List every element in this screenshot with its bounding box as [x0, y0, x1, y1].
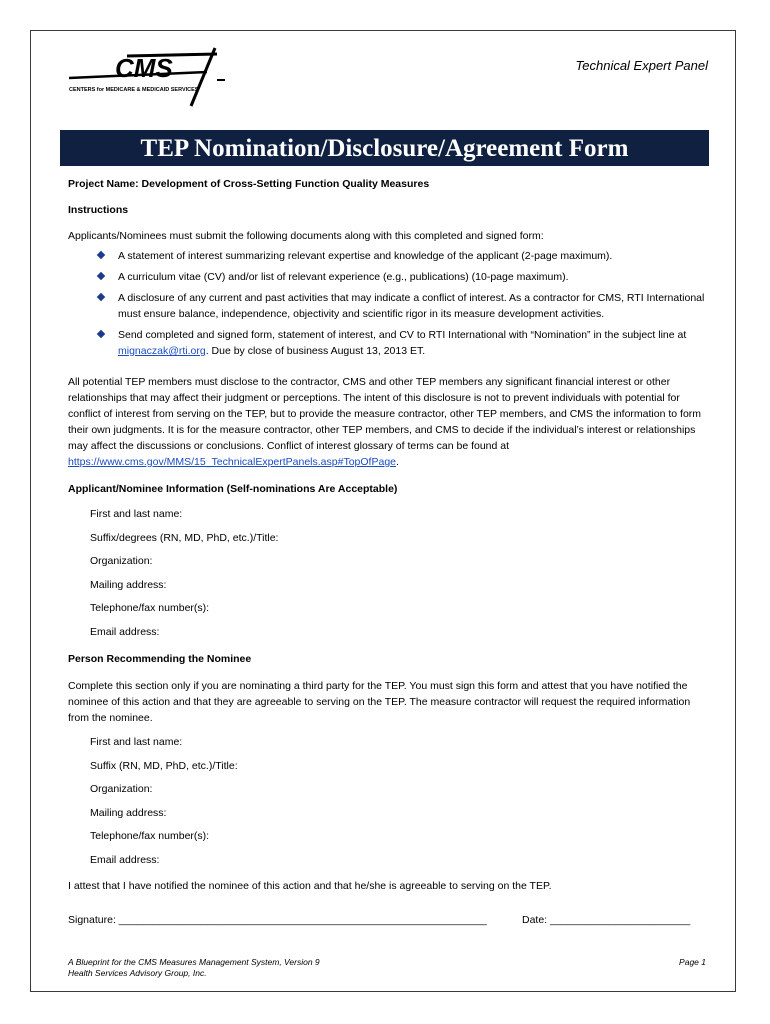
applicant-address-field[interactable]: Mailing address: [90, 579, 167, 591]
applicant-phone-field[interactable]: Telephone/fax number(s): [90, 602, 210, 614]
form-title: TEP Nomination/Disclosure/Agreement Form [60, 130, 709, 166]
list-item: Send completed and signed form, statement of interest, and CV to RTI International with “Nomination” in the subject line at mignaczak@rti.org. Due by close of business August 13, 2013 ET. [68, 327, 708, 359]
footer-line: Health Services Advisory Group, Inc. [68, 968, 207, 978]
bullet-icon [97, 251, 105, 259]
recommender-heading: Person Recommending the Nominee [68, 653, 252, 665]
instructions-list [68, 228, 708, 364]
signature-field[interactable]: Signature: _______________________________________________________________ [68, 914, 487, 926]
list-item: A curriculum vitae (CV) and/or list of relevant experience (e.g., publications) (10-page maximum). [68, 269, 708, 285]
recommender-organization-field[interactable]: Organization: [90, 783, 153, 795]
recommender-address-field[interactable]: Mailing address: [90, 807, 167, 819]
recommender-email-field[interactable]: Email address: [90, 854, 160, 866]
glossary-link[interactable]: https://www.cms.gov/MMS/15_TechnicalExpertPanels.asp#TopOfPage [68, 456, 396, 468]
bullet-icon [97, 272, 105, 280]
email-link[interactable]: mignaczak@rti.org [118, 345, 206, 357]
applicant-organization-field[interactable]: Organization: [90, 555, 153, 567]
recommender-suffix-field[interactable]: Suffix (RN, MD, PhD, etc.)/Title: [90, 760, 238, 772]
project-name: Project Name: Development of Cross-Setting Function Quality Measures [68, 178, 430, 190]
instructions-lead: Applicants/Nominees must submit the following documents along with this completed and signed form: [68, 230, 544, 242]
logo-sub-text: CENTERS for MEDICARE & MEDICAID SERVICES [69, 87, 199, 93]
bullet-icon [97, 293, 105, 301]
footer-line: A Blueprint for the CMS Measures Management System, Version 9 [68, 957, 320, 967]
cms-logo [67, 46, 227, 108]
bullet-icon [97, 330, 105, 338]
applicant-suffix-field[interactable]: Suffix/degrees (RN, MD, PhD, etc.)/Title: [90, 532, 279, 544]
page-number: Page 1 [679, 957, 706, 967]
recommender-phone-field[interactable]: Telephone/fax number(s): [90, 830, 210, 842]
attestation-text: I attest that I have notified the nominee of this action and that he/she is agreeable to serving on the TEP. [68, 880, 552, 892]
recommender-paragraph: Complete this section only if you are nominating a third party for the TEP. You must sign this form and attest that you have notified the nominee of this action and that they are agreeable to serving on the TEP. The measure contractor will request the required information from the nominee. [68, 680, 691, 724]
instructions-heading: Instructions [68, 204, 129, 216]
recommender-name-field[interactable]: First and last name: [90, 736, 183, 748]
applicant-name-field[interactable]: First and last name: [90, 508, 183, 520]
date-field[interactable]: Date: ________________________ [522, 914, 691, 926]
footer [68, 957, 320, 979]
list-item: A statement of interest summarizing relevant expertise and knowledge of the applicant (2-page maximum). [68, 248, 708, 264]
logo-main-text: CMS [115, 53, 173, 83]
header-label: Technical Expert Panel [575, 58, 708, 73]
applicant-heading: Applicant/Nominee Information (Self-nominations Are Acceptable) [68, 483, 398, 495]
disclosure-paragraph: All potential TEP members must disclose to the contractor, CMS and other TEP members any significant financial interest or other relationships that may affect their judgment or perceptions. The intent of this disclosure is not to prevent individuals with potential for conflict of interest from serving on the TEP, but to provide the measure contractor, other TEP members, and CMS the information to form their own judgments. It is for the measure contractor, other TEP members, and CMS to decide if the individual’s interest or relationships may affect the discussions or conclusions. Conflict of interest glossary of terms can be found at https://www.cms.gov/MMS/15_TechnicalExpertPanels.asp#TopOfPage. [68, 376, 702, 468]
list-item: A disclosure of any current and past activities that may indicate a conflict of interest. As a contractor for CMS, RTI International must ensure balance, independence, objectivity and scientific rigor in its measure development activities. [68, 290, 708, 322]
applicant-email-field[interactable]: Email address: [90, 626, 160, 638]
